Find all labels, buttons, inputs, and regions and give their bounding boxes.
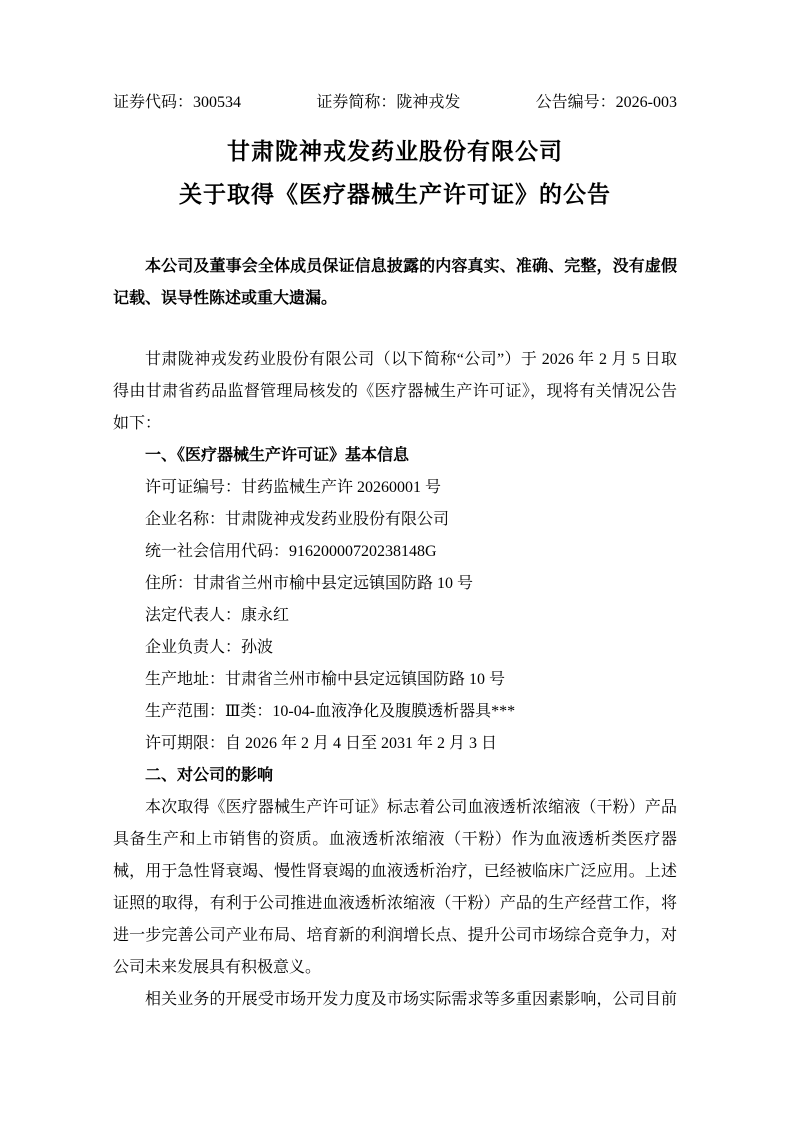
production-address-line: 生产地址：甘肃省兰州市榆中县定远镇国防路 10 号 <box>145 671 506 688</box>
credit-code-line: 统一社会信用代码：91620000720238148G <box>145 543 437 560</box>
company-name-line: 企业名称：甘肃陇神戎发药业股份有限公司 <box>145 511 450 528</box>
stock-code: 证券代码：300534 <box>113 94 242 111</box>
license-number-line: 许可证编号：甘药监械生产许 20260001 号 <box>145 479 442 496</box>
board-declaration: 本公司及董事会全体成员保证信息披露的内容真实、准确、完整，没有虚假记载、误导性陈述或重大遗漏。 <box>113 258 677 307</box>
company-head-line: 企业负责人：孙波 <box>145 639 274 656</box>
section1-heading: 一、《医疗器械生产许可证》基本信息 <box>145 447 410 464</box>
announcement-number: 公告编号：2026-003 <box>535 94 677 111</box>
legal-representative-line: 法定代表人：康永红 <box>145 607 290 624</box>
impact-paragraph-2: 相关业务的开展受市场开发力度及市场实际需求等多重因素影响，公司目前 <box>145 991 677 1008</box>
address-line: 住所：甘肃省兰州市榆中县定远镇国防路 10 号 <box>145 575 474 592</box>
page-title-line2: 关于取得《医疗器械生产许可证》的公告 <box>179 182 611 207</box>
section2-heading: 二、对公司的影响 <box>145 767 274 784</box>
stock-short-name: 证券简称：陇神戎发 <box>316 94 461 111</box>
intro-paragraph: 甘肃陇神戎发药业股份有限公司（以下简称“公司”）于 2026 年 2 月 5 日取得由甘肃省药品监督管理局核发的《医疗器械生产许可证》，现将有关情况公告如下： <box>113 351 677 432</box>
page-title-line1: 甘肃陇神戎发药业股份有限公司 <box>227 139 563 164</box>
document-title <box>113 130 677 216</box>
production-scope-line: 生产范围：Ⅲ类：10-04-血液净化及腹膜透析器具*** <box>145 703 516 720</box>
license-period-line: 许可期限：自 2026 年 2 月 4 日至 2031 年 2 月 3 日 <box>145 735 498 752</box>
document-body <box>113 344 677 1016</box>
impact-paragraph-1: 本次取得《医疗器械生产许可证》标志着公司血液透析浓缩液（干粉）产品具备生产和上市销售的资质。血液透析浓缩液（干粉）作为血液透析类医疗器械，用于急性肾衰竭、慢性肾衰竭的血液透析治疗，已经被临床广泛应用。上述证照的取得，有利于公司推进血液透析浓缩液（干粉）产品的生产经营工作，将进一步完善公司产业布局、培育新的利润增长点、提升公司市场综合竞争力，对公司未来发展具有积极意义。 <box>113 799 677 976</box>
document-header <box>113 92 677 114</box>
